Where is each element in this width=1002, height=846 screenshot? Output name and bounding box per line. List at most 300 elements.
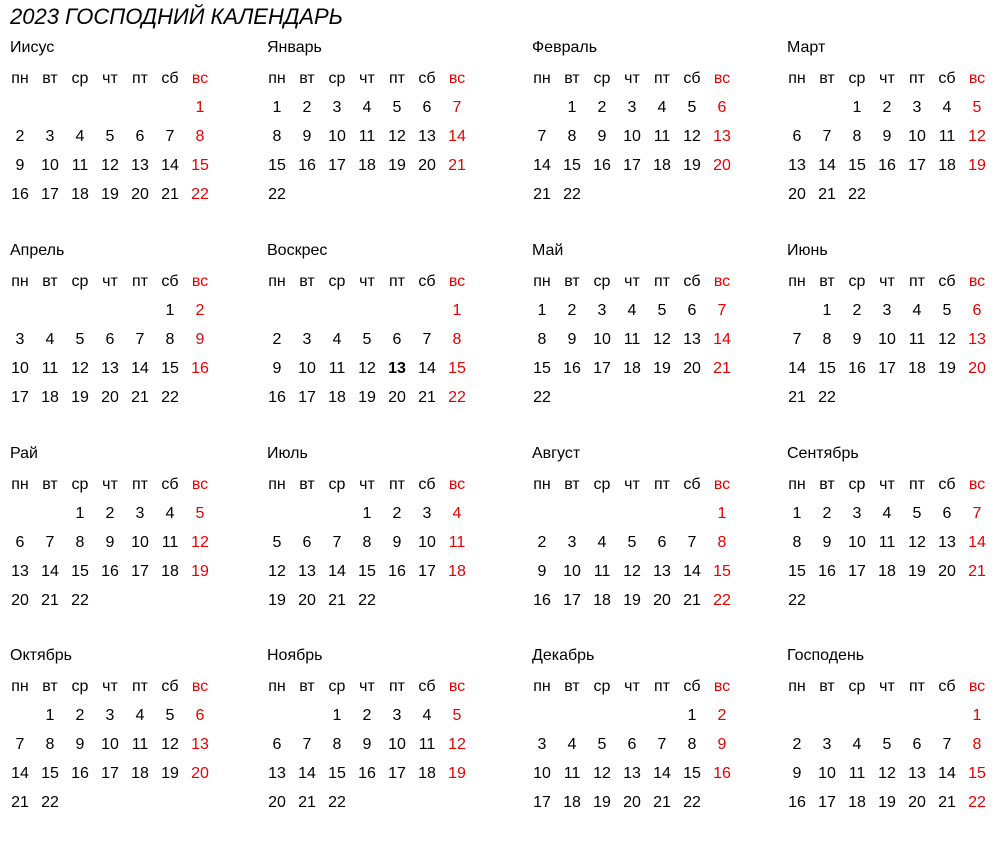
- day-cell: 21: [533, 186, 551, 203]
- day-cell: 18: [653, 157, 671, 174]
- day-cell: 4: [165, 505, 175, 522]
- weekday-header: чт: [359, 476, 375, 493]
- day-cell: 11: [161, 534, 179, 551]
- weekday-header: вс: [191, 678, 209, 695]
- day-cell: 21: [11, 794, 29, 811]
- day-cell: 4: [332, 331, 342, 348]
- day-cell: 4: [567, 736, 577, 753]
- day-cell: 8: [75, 534, 85, 551]
- month-block: [265, 444, 505, 644]
- day-cell: 2: [105, 505, 115, 522]
- day-cell: 21: [448, 157, 466, 174]
- weekday-header: вс: [713, 476, 731, 493]
- month-block: [265, 646, 505, 846]
- day-cell: 16: [11, 186, 29, 203]
- weekday-header: пн: [533, 476, 551, 493]
- day-cell: 1: [852, 99, 862, 116]
- day-cell: 9: [792, 765, 802, 782]
- day-cell: 12: [161, 736, 179, 753]
- month-block: [530, 38, 770, 238]
- day-cell: 1: [537, 302, 547, 319]
- day-cell: 14: [653, 765, 671, 782]
- day-cell: 7: [657, 736, 667, 753]
- day-cell: 20: [623, 794, 641, 811]
- weekday-header: сб: [683, 70, 701, 87]
- day-cell: 12: [878, 765, 896, 782]
- weekday-header: чт: [102, 476, 118, 493]
- day-cell: 11: [563, 765, 581, 782]
- day-cell: 2: [822, 505, 832, 522]
- day-cell: 6: [912, 736, 922, 753]
- month-block: [8, 38, 248, 238]
- day-cell: 10: [418, 534, 436, 551]
- weekday-header: вс: [968, 70, 986, 87]
- month-name: Июнь: [787, 242, 828, 259]
- month-block: [785, 646, 1002, 846]
- day-cell: 17: [533, 794, 551, 811]
- day-cell: 3: [105, 707, 115, 724]
- weekday-header: ср: [593, 476, 611, 493]
- day-cell: 14: [713, 331, 731, 348]
- day-cell: 8: [792, 534, 802, 551]
- day-cell: 6: [135, 128, 145, 145]
- day-cell: 6: [272, 736, 282, 753]
- day-cell: 19: [908, 563, 926, 580]
- day-cell: 12: [623, 563, 641, 580]
- day-cell: 21: [328, 592, 346, 609]
- day-cell: 22: [328, 794, 346, 811]
- day-cell: 21: [818, 186, 836, 203]
- day-cell: 8: [362, 534, 372, 551]
- day-cell: 22: [448, 389, 466, 406]
- day-cell: 14: [161, 157, 179, 174]
- month-block: [265, 241, 505, 441]
- day-cell: 11: [593, 563, 611, 580]
- day-cell: 20: [191, 765, 209, 782]
- day-cell: 17: [11, 389, 29, 406]
- day-cell: 4: [135, 707, 145, 724]
- day-cell: 2: [302, 99, 312, 116]
- day-cell: 2: [537, 534, 547, 551]
- day-cell: 13: [713, 128, 731, 145]
- day-cell: 7: [717, 302, 727, 319]
- day-cell: 11: [71, 157, 89, 174]
- weekday-header: сб: [938, 678, 956, 695]
- month-name: Господень: [787, 647, 865, 664]
- day-cell: 18: [448, 563, 466, 580]
- day-cell: 5: [452, 707, 462, 724]
- day-cell: 19: [448, 765, 466, 782]
- day-cell: 9: [15, 157, 25, 174]
- day-cell: 12: [388, 128, 406, 145]
- day-cell: 1: [567, 99, 577, 116]
- weekday-header: ср: [848, 678, 866, 695]
- weekday-header: пт: [654, 273, 670, 290]
- day-cell: 21: [938, 794, 956, 811]
- day-cell: 9: [392, 534, 402, 551]
- day-cell: 4: [882, 505, 892, 522]
- day-cell: 17: [101, 765, 119, 782]
- day-cell: 9: [852, 331, 862, 348]
- day-cell: 19: [593, 794, 611, 811]
- day-cell: 20: [101, 389, 119, 406]
- weekday-header: вс: [448, 678, 466, 695]
- weekday-header: сб: [683, 678, 701, 695]
- day-cell: 21: [131, 389, 149, 406]
- day-cell: 10: [593, 331, 611, 348]
- weekday-header: сб: [161, 70, 179, 87]
- day-cell: 4: [942, 99, 952, 116]
- day-cell: 18: [878, 563, 896, 580]
- weekday-header: пт: [389, 476, 405, 493]
- day-cell: 1: [822, 302, 832, 319]
- day-cell: 18: [358, 157, 376, 174]
- day-cell: 16: [713, 765, 731, 782]
- day-cell: 6: [717, 99, 727, 116]
- weekday-header: ср: [328, 476, 346, 493]
- day-cell: 19: [683, 157, 701, 174]
- day-cell: 21: [418, 389, 436, 406]
- day-cell: 13: [683, 331, 701, 348]
- day-cell: 18: [563, 794, 581, 811]
- day-cell: 8: [537, 331, 547, 348]
- weekday-header: ср: [848, 273, 866, 290]
- day-cell: 16: [848, 360, 866, 377]
- weekday-header: пн: [11, 273, 29, 290]
- day-cell: 2: [567, 302, 577, 319]
- day-cell: 22: [533, 389, 551, 406]
- day-cell: 2: [852, 302, 862, 319]
- day-cell: 9: [597, 128, 607, 145]
- day-cell: 5: [882, 736, 892, 753]
- day-cell: 2: [882, 99, 892, 116]
- day-cell: 8: [272, 128, 282, 145]
- day-cell: 17: [593, 360, 611, 377]
- day-cell: 20: [418, 157, 436, 174]
- day-cell: 16: [191, 360, 209, 377]
- day-cell: 3: [852, 505, 862, 522]
- day-cell: 10: [11, 360, 29, 377]
- day-cell: 1: [75, 505, 85, 522]
- weekday-header: ср: [71, 273, 89, 290]
- day-cell: 2: [75, 707, 85, 724]
- weekday-header: пт: [909, 678, 925, 695]
- month-name: Ноябрь: [267, 647, 323, 664]
- weekday-header: чт: [624, 273, 640, 290]
- day-cell: 6: [422, 99, 432, 116]
- day-cell: 7: [332, 534, 342, 551]
- weekday-header: вт: [299, 476, 315, 493]
- day-cell: 22: [191, 186, 209, 203]
- day-cell: 5: [627, 534, 637, 551]
- weekday-header: вт: [564, 273, 580, 290]
- month-block: [265, 38, 505, 238]
- day-cell: 15: [533, 360, 551, 377]
- weekday-header: пт: [909, 70, 925, 87]
- day-cell: 17: [908, 157, 926, 174]
- day-cell: 5: [392, 99, 402, 116]
- day-cell: 19: [968, 157, 986, 174]
- day-cell: 7: [972, 505, 982, 522]
- month-block: [530, 646, 770, 846]
- month-block: [8, 444, 248, 644]
- day-cell: 1: [195, 99, 205, 116]
- weekday-header: ср: [848, 70, 866, 87]
- day-cell: 17: [388, 765, 406, 782]
- day-cell: 8: [195, 128, 205, 145]
- day-cell: 11: [41, 360, 59, 377]
- day-cell: 12: [683, 128, 701, 145]
- day-cell: 5: [972, 99, 982, 116]
- day-cell: 1: [332, 707, 342, 724]
- day-cell: 16: [298, 157, 316, 174]
- day-cell: 16: [388, 563, 406, 580]
- day-cell: 1: [165, 302, 175, 319]
- day-cell: 22: [713, 592, 731, 609]
- day-cell: 7: [15, 736, 25, 753]
- day-cell: 13: [11, 563, 29, 580]
- day-cell: 3: [882, 302, 892, 319]
- day-cell: 19: [878, 794, 896, 811]
- weekday-header: сб: [938, 70, 956, 87]
- day-cell: 22: [818, 389, 836, 406]
- day-cell: 20: [388, 389, 406, 406]
- day-cell: 5: [362, 331, 372, 348]
- day-cell: 6: [392, 331, 402, 348]
- day-cell: 7: [822, 128, 832, 145]
- day-cell: 18: [418, 765, 436, 782]
- day-cell: 10: [533, 765, 551, 782]
- month-name: Февраль: [532, 39, 598, 56]
- month-name: Май: [532, 242, 564, 259]
- weekday-header: вт: [819, 476, 835, 493]
- day-cell: 9: [302, 128, 312, 145]
- day-cell: 13: [968, 331, 986, 348]
- day-cell: 21: [161, 186, 179, 203]
- day-cell: 14: [448, 128, 466, 145]
- day-cell: 14: [418, 360, 436, 377]
- day-cell: 11: [358, 128, 376, 145]
- day-cell: 14: [968, 534, 986, 551]
- day-cell: 10: [878, 331, 896, 348]
- day-cell: 13: [298, 563, 316, 580]
- weekday-header: вт: [564, 678, 580, 695]
- weekday-header: чт: [624, 70, 640, 87]
- day-cell: 14: [11, 765, 29, 782]
- day-cell: 11: [938, 128, 956, 145]
- day-cell: 11: [623, 331, 641, 348]
- weekday-header: пн: [788, 273, 806, 290]
- day-cell: 22: [161, 389, 179, 406]
- day-cell: 13: [653, 563, 671, 580]
- day-cell: 8: [165, 331, 175, 348]
- month-name: Март: [787, 39, 826, 56]
- weekday-header: ср: [328, 70, 346, 87]
- weekday-header: вт: [564, 476, 580, 493]
- weekday-header: пт: [909, 273, 925, 290]
- weekday-header: вт: [299, 70, 315, 87]
- day-cell: 13: [191, 736, 209, 753]
- weekday-header: пн: [268, 476, 286, 493]
- weekday-header: вс: [968, 678, 986, 695]
- day-cell: 4: [45, 331, 55, 348]
- day-cell: 1: [972, 707, 982, 724]
- day-cell: 15: [563, 157, 581, 174]
- month-name: Август: [532, 445, 581, 462]
- day-cell: 10: [328, 128, 346, 145]
- day-cell: 15: [358, 563, 376, 580]
- day-cell: 20: [298, 592, 316, 609]
- day-cell: 20: [683, 360, 701, 377]
- day-cell: 8: [717, 534, 727, 551]
- day-cell: 17: [878, 360, 896, 377]
- day-cell: 3: [135, 505, 145, 522]
- weekday-header: чт: [102, 273, 118, 290]
- weekday-header: сб: [161, 476, 179, 493]
- day-cell: 7: [942, 736, 952, 753]
- day-cell: 5: [942, 302, 952, 319]
- day-cell: 7: [135, 331, 145, 348]
- day-cell: 11: [878, 534, 896, 551]
- day-cell: 5: [75, 331, 85, 348]
- weekday-header: чт: [359, 678, 375, 695]
- weekday-header: пт: [654, 70, 670, 87]
- month-name: Иисус: [10, 39, 55, 56]
- day-cell: 22: [968, 794, 986, 811]
- day-cell: 11: [328, 360, 346, 377]
- day-cell: 7: [452, 99, 462, 116]
- day-cell: 16: [268, 389, 286, 406]
- day-cell: 17: [41, 186, 59, 203]
- day-cell: 14: [298, 765, 316, 782]
- day-cell: 15: [41, 765, 59, 782]
- day-cell: 8: [567, 128, 577, 145]
- weekday-header: ср: [71, 678, 89, 695]
- day-cell: 2: [195, 302, 205, 319]
- weekday-header: вт: [819, 70, 835, 87]
- weekday-header: пт: [132, 273, 148, 290]
- weekday-header: вс: [713, 678, 731, 695]
- month-name: Рай: [10, 445, 38, 462]
- day-cell: 3: [822, 736, 832, 753]
- day-cell: 5: [272, 534, 282, 551]
- day-cell: 8: [687, 736, 697, 753]
- day-cell: 16: [593, 157, 611, 174]
- month-block: [8, 646, 248, 846]
- day-cell: 3: [332, 99, 342, 116]
- day-cell: 5: [657, 302, 667, 319]
- day-cell: 5: [687, 99, 697, 116]
- day-cell: 16: [818, 563, 836, 580]
- weekday-header: ср: [328, 678, 346, 695]
- weekday-header: пт: [132, 70, 148, 87]
- day-cell: 14: [41, 563, 59, 580]
- weekday-header: пт: [389, 678, 405, 695]
- day-cell: 15: [848, 157, 866, 174]
- day-cell: 3: [15, 331, 25, 348]
- day-cell: 13: [388, 360, 406, 377]
- day-cell: 17: [131, 563, 149, 580]
- day-cell: 10: [101, 736, 119, 753]
- weekday-header: чт: [879, 476, 895, 493]
- day-cell: 7: [165, 128, 175, 145]
- day-cell: 17: [328, 157, 346, 174]
- day-cell: 12: [101, 157, 119, 174]
- month-block: [530, 444, 770, 644]
- weekday-header: сб: [418, 70, 436, 87]
- day-cell: 14: [788, 360, 806, 377]
- weekday-header: вс: [448, 70, 466, 87]
- weekday-header: пн: [533, 70, 551, 87]
- month-block: [785, 241, 1002, 441]
- day-cell: 1: [452, 302, 462, 319]
- day-cell: 10: [623, 128, 641, 145]
- day-cell: 22: [71, 592, 89, 609]
- day-cell: 8: [332, 736, 342, 753]
- month-name: Апрель: [10, 242, 65, 259]
- day-cell: 19: [191, 563, 209, 580]
- day-cell: 3: [302, 331, 312, 348]
- weekday-header: вт: [819, 678, 835, 695]
- day-cell: 17: [563, 592, 581, 609]
- day-cell: 15: [448, 360, 466, 377]
- weekday-header: вс: [448, 476, 466, 493]
- weekday-header: пн: [11, 70, 29, 87]
- day-cell: 16: [101, 563, 119, 580]
- day-cell: 19: [161, 765, 179, 782]
- day-cell: 11: [908, 331, 926, 348]
- day-cell: 11: [848, 765, 866, 782]
- day-cell: 17: [418, 563, 436, 580]
- month-block: [530, 241, 770, 441]
- weekday-header: вт: [42, 678, 58, 695]
- weekday-header: пн: [268, 273, 286, 290]
- day-cell: 14: [533, 157, 551, 174]
- day-cell: 15: [713, 563, 731, 580]
- weekday-header: вс: [191, 70, 209, 87]
- day-cell: 6: [627, 736, 637, 753]
- day-cell: 8: [822, 331, 832, 348]
- day-cell: 21: [683, 592, 701, 609]
- day-cell: 3: [627, 99, 637, 116]
- day-cell: 21: [41, 592, 59, 609]
- weekday-header: сб: [161, 678, 179, 695]
- day-cell: 6: [687, 302, 697, 319]
- weekday-header: чт: [624, 678, 640, 695]
- weekday-header: вс: [448, 273, 466, 290]
- weekday-header: сб: [418, 678, 436, 695]
- day-cell: 19: [358, 389, 376, 406]
- day-cell: 2: [272, 331, 282, 348]
- weekday-header: пт: [132, 476, 148, 493]
- day-cell: 22: [268, 186, 286, 203]
- day-cell: 19: [388, 157, 406, 174]
- day-cell: 13: [788, 157, 806, 174]
- day-cell: 18: [938, 157, 956, 174]
- day-cell: 15: [818, 360, 836, 377]
- day-cell: 22: [41, 794, 59, 811]
- weekday-header: пт: [389, 273, 405, 290]
- day-cell: 18: [908, 360, 926, 377]
- day-cell: 10: [818, 765, 836, 782]
- day-cell: 3: [567, 534, 577, 551]
- day-cell: 3: [45, 128, 55, 145]
- day-cell: 2: [392, 505, 402, 522]
- day-cell: 1: [45, 707, 55, 724]
- day-cell: 19: [623, 592, 641, 609]
- day-cell: 18: [848, 794, 866, 811]
- month-name: Декабрь: [532, 647, 595, 664]
